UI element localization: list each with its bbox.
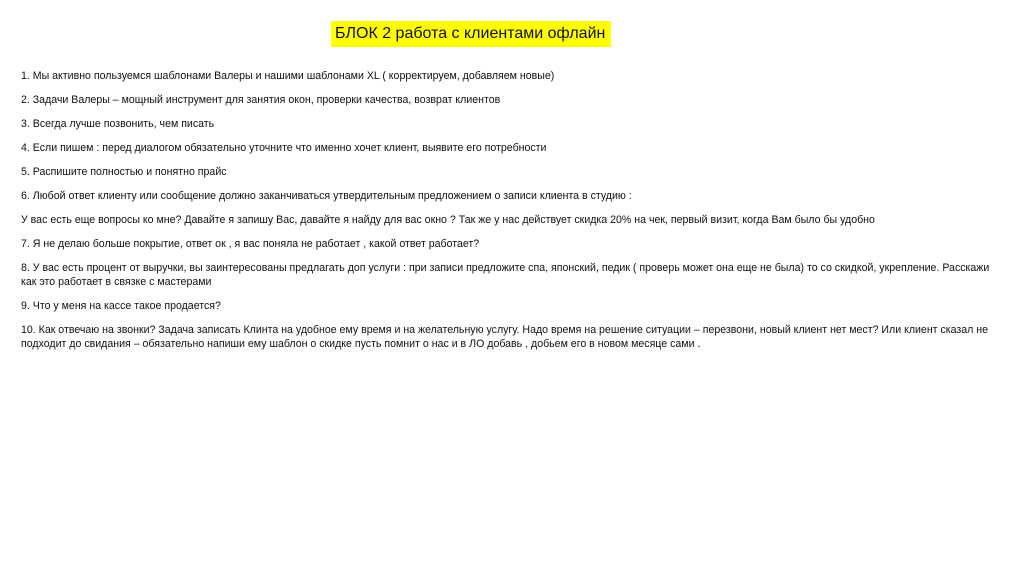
item-list bbox=[21, 69, 1006, 361]
list-item: 1. Мы активно пользуемся шаблонами Валеры и нашими шаблонами XL ( корректируем, добавляем новые) bbox=[21, 70, 555, 82]
list-item: У вас есть еще вопросы ко мне? Давайте я запишу Вас, давайте я найду для вас окно ? Так же у нас действует скидка 20% на чек, первый визит, когда Вам было бы удобно bbox=[21, 214, 875, 226]
list-item: 3. Всегда лучше позвонить, чем писать bbox=[21, 118, 215, 130]
slide-title: БЛОК 2 работа с клиентами офлайн bbox=[331, 21, 611, 47]
list-item: 8. У вас есть процент от выручки, вы заинтересованы предлагать доп услуги : при записи предложите спа, японский, педик ( проверь может она еще не была) то со скидкой, укрепление. Расскажи как это работает в связке с мастерами bbox=[21, 262, 990, 288]
list-item: 9. Что у меня на кассе такое продается? bbox=[21, 300, 221, 312]
list-item: 6. Любой ответ клиенту или сообщение должно заканчиваться утвердительным предложением о записи клиента в студию : bbox=[21, 190, 632, 202]
list-item: 2. Задачи Валеры – мощный инструмент для занятия окон, проверки качества, возврат клиентов bbox=[21, 94, 501, 106]
list-item: 10. Как отвечаю на звонки? Задача записать Клинта на удобное ему время и на желательную услугу. Надо время на решение ситуации – перезвони, новый клиент нет мест? Или клиент сказал не подходит до свидания – обязательно напиши ему шаблон о скидке пусть помнит о нас и в ЛО добавь , добьем его в новом месяце сами . bbox=[21, 324, 989, 350]
list-item: 4. Если пишем : перед диалогом обязательно уточните что именно хочет клиент, выявите его потребности bbox=[21, 142, 547, 154]
list-item: 7. Я не делаю больше покрытие, ответ ок , я вас поняла не работает , какой ответ работает? bbox=[21, 238, 480, 250]
list-item: 5. Распишите полностью и понятно прайс bbox=[21, 166, 227, 178]
